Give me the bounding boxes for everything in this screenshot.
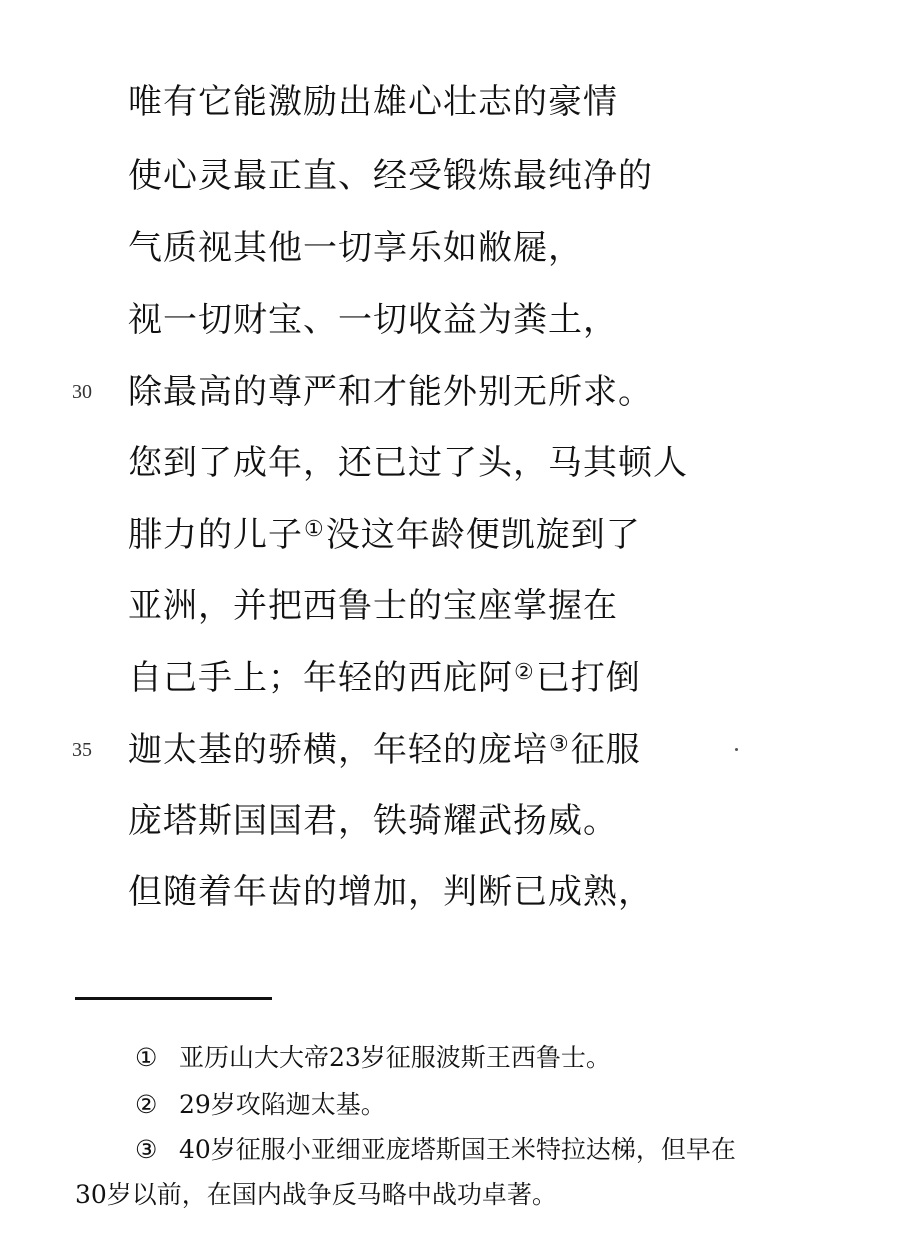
poem-line-10-before: 迦太基的骄横，年轻的庞培 — [128, 730, 548, 770]
footnote-1-mark: ① — [135, 1043, 158, 1072]
poem-line-7 — [128, 515, 641, 560]
poem-line-9 — [128, 658, 641, 703]
poem-line-7-before: 腓力的儿子 — [128, 515, 303, 555]
poem-line-10-after: 征服 — [570, 730, 641, 770]
poem-line-4: 视一切财宝、一切收益为粪土， — [128, 300, 618, 340]
footnote-2 — [135, 1090, 386, 1120]
poem-line-2: 使心灵最正直、经受锻炼最纯净的 — [128, 156, 653, 196]
poem-line-1: 唯有它能激励出雄心壮志的豪情 — [128, 82, 618, 122]
poem-line-8: 亚洲，并把西鲁士的宝座掌握在 — [128, 586, 618, 626]
footnote-ref-2: ② — [514, 660, 535, 685]
footnote-separator — [75, 997, 272, 1000]
poem-line-6: 您到了成年，还已过了头，马其顿人 — [128, 443, 688, 483]
poem-line-7-after: 没这年龄便凯旋到了 — [325, 515, 641, 555]
footnote-1 — [135, 1043, 611, 1073]
poem-line-3: 气质视其他一切享乐如敝屣， — [128, 228, 583, 268]
footnote-3-continuation: 30岁以前，在国内战争反马略中战功卓著。 — [75, 1180, 557, 1209]
footnote-ref-3: ③ — [549, 732, 570, 757]
poem-line-9-before: 自己手上；年轻的西庇阿 — [128, 658, 513, 698]
footnote-1-text: 亚历山大大帝23岁征服波斯王西鲁士。 — [179, 1043, 611, 1072]
footnote-2-text: 29岁攻陷迦太基。 — [179, 1090, 386, 1119]
footnote-3-text: 40岁征服小亚细亚庞塔斯国王米特拉达梯，但早在 — [179, 1135, 736, 1164]
footnote-2-mark: ② — [135, 1090, 158, 1119]
poem-line-10 — [128, 730, 641, 775]
footnote-3-mark: ③ — [135, 1135, 158, 1164]
line-number-30: 30 — [72, 381, 92, 403]
scan-speck — [735, 748, 738, 751]
footnote-ref-1: ① — [304, 517, 325, 542]
poem-line-11: 庞塔斯国国君，铁骑耀武扬威。 — [128, 801, 618, 841]
poem-line-5: 除最高的尊严和才能外别无所求。 — [128, 372, 653, 412]
line-number-35: 35 — [72, 739, 92, 761]
poem-line-9-after: 已打倒 — [535, 658, 641, 698]
footnote-3 — [135, 1135, 736, 1165]
poem-line-12: 但随着年齿的增加，判断已成熟， — [128, 872, 653, 912]
